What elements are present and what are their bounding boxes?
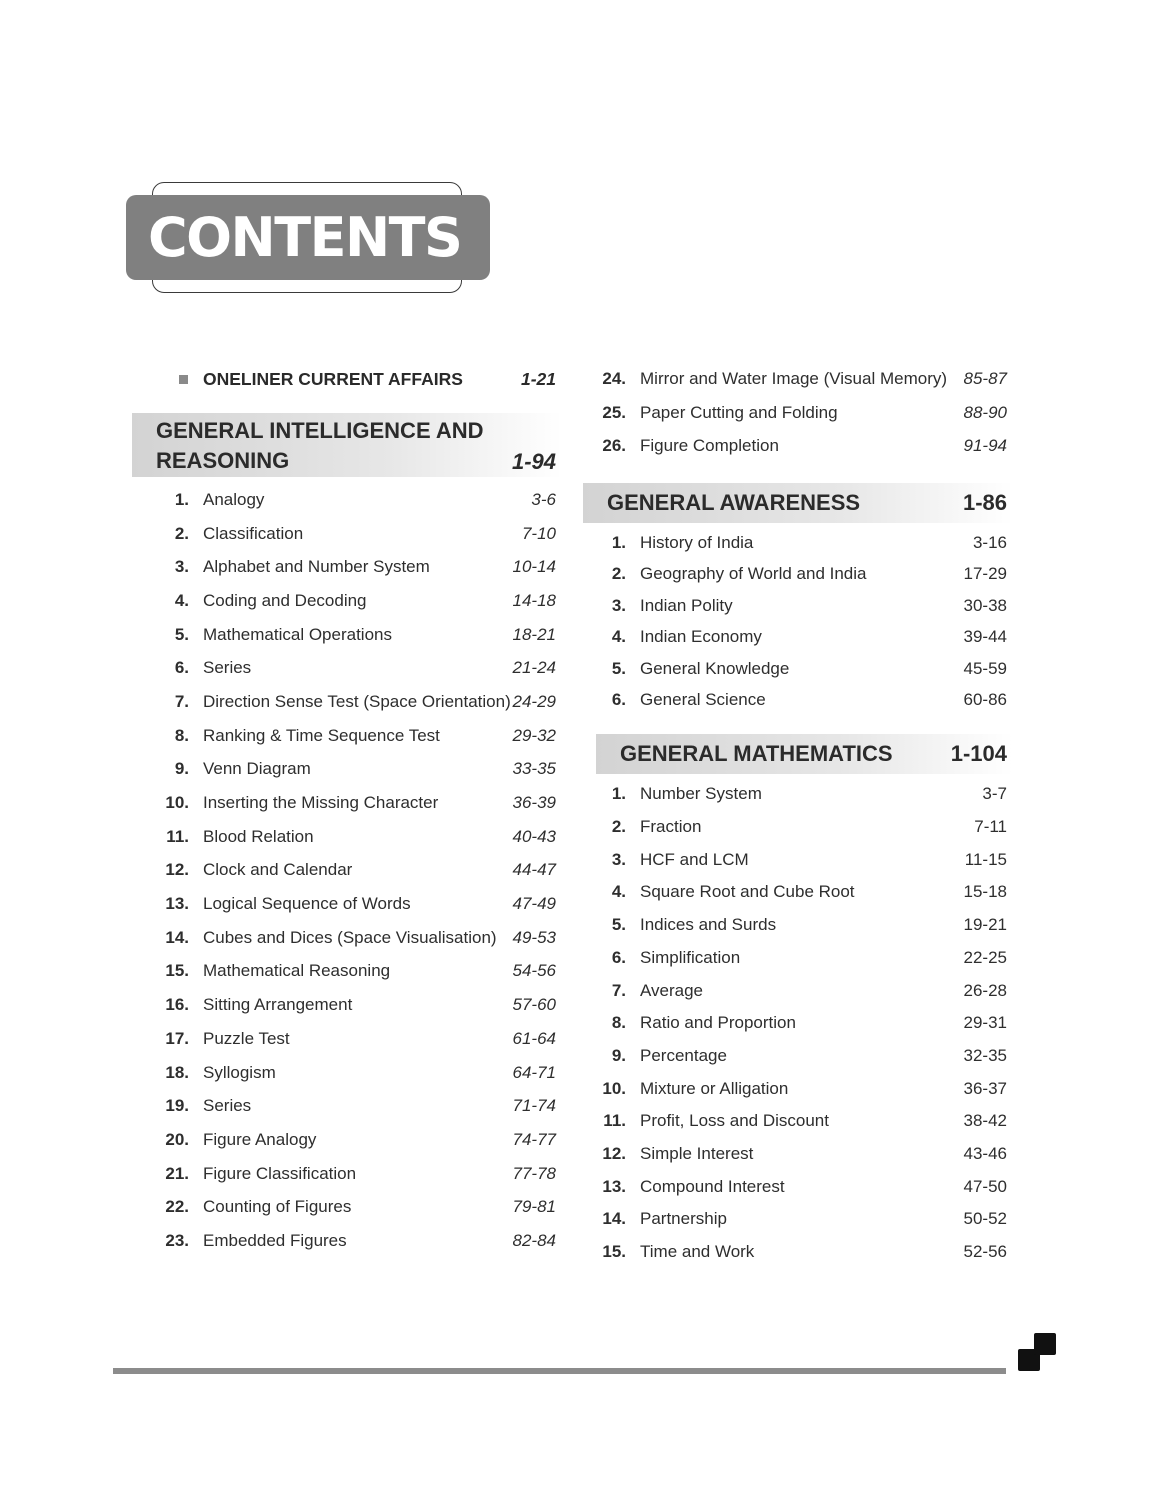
toc-item[interactable] bbox=[132, 988, 562, 1022]
toc-item-label: Series bbox=[203, 1096, 252, 1116]
section-title: GENERAL AWARENESS bbox=[607, 490, 861, 516]
toc-item-pages: 61-64 bbox=[512, 1028, 556, 1048]
toc-item[interactable] bbox=[132, 584, 562, 618]
toc-item[interactable] bbox=[583, 396, 1013, 430]
toc-item-num: 13. bbox=[602, 1176, 626, 1196]
toc-item[interactable] bbox=[583, 1105, 1013, 1138]
toc-item-num: 14. bbox=[165, 927, 189, 947]
toc-item-label: Logical Sequence of Words bbox=[203, 894, 411, 914]
toc-item[interactable] bbox=[583, 685, 1013, 717]
toc-item-num: 23. bbox=[165, 1230, 189, 1250]
toc-item-pages: 91-94 bbox=[963, 436, 1007, 456]
toc-item[interactable] bbox=[132, 1190, 562, 1224]
toc-item-pages: 21-24 bbox=[512, 658, 556, 678]
footer-rule bbox=[113, 1368, 1006, 1374]
toc-item-label: Square Root and Cube Root bbox=[640, 882, 855, 902]
toc-item-label: Blood Relation bbox=[203, 826, 314, 846]
right-column bbox=[583, 362, 1013, 1268]
toc-item-pages: 64-71 bbox=[512, 1062, 556, 1082]
toc-item-label: Time and Work bbox=[640, 1242, 755, 1262]
gir-list bbox=[132, 483, 562, 1258]
toc-item[interactable] bbox=[583, 1072, 1013, 1105]
toc-item-label: Mathematical Operations bbox=[203, 624, 392, 644]
toc-item-num: 21. bbox=[165, 1163, 189, 1183]
toc-item-num: 1. bbox=[611, 784, 626, 804]
toc-item[interactable] bbox=[583, 843, 1013, 876]
toc-item-pages: 44-47 bbox=[512, 860, 556, 880]
toc-item-pages: 17-29 bbox=[963, 564, 1007, 584]
toc-item-num: 14. bbox=[602, 1209, 626, 1229]
toc-item-pages: 3-7 bbox=[982, 784, 1007, 804]
toc-item[interactable] bbox=[583, 527, 1013, 559]
toc-item-pages: 88-90 bbox=[963, 402, 1007, 422]
toc-item-pages: 32-35 bbox=[963, 1045, 1007, 1065]
gir-continued-list bbox=[583, 362, 1013, 463]
toc-item[interactable] bbox=[132, 1022, 562, 1056]
toc-item-label: Embedded Figures bbox=[203, 1230, 347, 1250]
toc-item-num: 8. bbox=[611, 1013, 626, 1033]
toc-item-label: Simple Interest bbox=[640, 1143, 754, 1163]
toc-item-label: Fraction bbox=[640, 817, 702, 837]
toc-item-num: 13. bbox=[165, 894, 189, 914]
page-title: CONTENTS bbox=[148, 205, 462, 269]
toc-item-label: Geography of World and India bbox=[640, 564, 867, 584]
toc-item-num: 10. bbox=[165, 793, 189, 813]
toc-item[interactable] bbox=[583, 778, 1013, 811]
square-bullet-icon bbox=[179, 375, 188, 384]
toc-item[interactable] bbox=[132, 550, 562, 584]
toc-item-label: Clock and Calendar bbox=[203, 860, 353, 880]
toc-item-num: 1. bbox=[174, 489, 189, 509]
toc-item[interactable] bbox=[583, 942, 1013, 975]
toc-item[interactable] bbox=[583, 653, 1013, 685]
toc-item-num: 12. bbox=[602, 1143, 626, 1163]
toc-item-pages: 3-16 bbox=[972, 532, 1007, 552]
toc-item[interactable] bbox=[132, 854, 562, 888]
toc-item-pages: 49-53 bbox=[512, 927, 556, 947]
toc-item-num: 6. bbox=[611, 690, 626, 710]
toc-item[interactable] bbox=[583, 362, 1013, 396]
toc-item-num: 3. bbox=[611, 595, 626, 615]
toc-item-label: Counting of Figures bbox=[203, 1197, 352, 1217]
toc-item-pages: 50-52 bbox=[963, 1209, 1007, 1229]
toc-item-label: Classification bbox=[203, 523, 304, 543]
toc-item-pages: 39-44 bbox=[963, 627, 1007, 647]
toc-item-label: Figure Completion bbox=[640, 436, 779, 456]
toc-item[interactable] bbox=[132, 753, 562, 787]
toc-item[interactable] bbox=[583, 429, 1013, 463]
toc-item-num: 8. bbox=[174, 725, 189, 745]
toc-item-label: Mixture or Alligation bbox=[640, 1078, 789, 1098]
toc-item-label: Simplification bbox=[640, 947, 741, 967]
left-column bbox=[132, 362, 562, 1258]
toc-item-pages: 7-11 bbox=[974, 817, 1007, 837]
toc-item[interactable] bbox=[132, 1123, 562, 1157]
toc-item[interactable] bbox=[583, 622, 1013, 654]
toc-item[interactable] bbox=[132, 483, 562, 517]
toc-item-pages: 54-56 bbox=[512, 961, 556, 981]
toc-item-pages: 74-77 bbox=[512, 1129, 556, 1149]
toc-item[interactable] bbox=[132, 517, 562, 551]
toc-item[interactable] bbox=[132, 1157, 562, 1191]
toc-item-label: Profit, Loss and Discount bbox=[640, 1111, 829, 1131]
toc-item-num: 2. bbox=[611, 564, 626, 584]
section-pages: 1-86 bbox=[962, 490, 1007, 516]
toc-item-pages: 18-21 bbox=[512, 624, 556, 644]
toc-item-label: History of India bbox=[640, 532, 754, 552]
toc-item-pages: 40-43 bbox=[512, 826, 556, 846]
toc-item[interactable] bbox=[583, 811, 1013, 844]
toc-item-pages: 11-15 bbox=[964, 849, 1007, 869]
corner-squares-icon bbox=[1018, 1333, 1058, 1373]
toc-item-label: General Science bbox=[640, 690, 766, 710]
toc-item-pages: 79-81 bbox=[512, 1197, 556, 1217]
toc-item[interactable] bbox=[132, 618, 562, 652]
toc-item-label: General Knowledge bbox=[640, 658, 790, 678]
toc-item-num: 2. bbox=[174, 523, 189, 543]
toc-item-pages: 38-42 bbox=[963, 1111, 1007, 1131]
toc-item-num: 15. bbox=[602, 1242, 626, 1262]
toc-item-num: 6. bbox=[611, 947, 626, 967]
toc-item[interactable] bbox=[132, 820, 562, 854]
toc-item-pages: 36-37 bbox=[963, 1078, 1007, 1098]
toc-item-num: 4. bbox=[174, 590, 189, 610]
toc-item-pages: 26-28 bbox=[963, 980, 1007, 1000]
oneliner-pages: 1-21 bbox=[520, 368, 556, 389]
toc-item-label: Figure Classification bbox=[203, 1163, 357, 1183]
toc-item-num: 19. bbox=[165, 1096, 189, 1116]
toc-item-num: 22. bbox=[165, 1197, 189, 1217]
toc-item-num: 16. bbox=[165, 995, 189, 1015]
toc-item-num: 24. bbox=[602, 368, 626, 388]
toc-item-num: 17. bbox=[165, 1028, 189, 1048]
toc-item-label: Syllogism bbox=[203, 1062, 276, 1082]
toc-item-pages: 22-25 bbox=[963, 947, 1007, 967]
toc-item-pages: 36-39 bbox=[512, 793, 556, 813]
toc-item-pages: 77-78 bbox=[512, 1163, 556, 1183]
toc-item[interactable] bbox=[132, 1089, 562, 1123]
toc-item-label: Inserting the Missing Character bbox=[203, 793, 439, 813]
toc-item[interactable] bbox=[583, 909, 1013, 942]
toc-item-pages: 47-50 bbox=[963, 1176, 1007, 1196]
toc-item-label: Direction Sense Test (Space Orientation) bbox=[203, 691, 511, 711]
toc-item-pages: 43-46 bbox=[963, 1143, 1007, 1163]
toc-item-pages: 52-56 bbox=[963, 1242, 1007, 1262]
toc-item-label: Partnership bbox=[640, 1209, 727, 1229]
toc-item-label: Alphabet and Number System bbox=[203, 557, 430, 577]
toc-item-pages: 85-87 bbox=[963, 368, 1007, 388]
toc-item-num: 20. bbox=[165, 1129, 189, 1149]
toc-item-num: 18. bbox=[165, 1062, 189, 1082]
toc-item-label: Cubes and Dices (Space Visualisation) bbox=[203, 927, 497, 947]
toc-item-label: Analogy bbox=[203, 489, 265, 509]
toc-item[interactable] bbox=[583, 559, 1013, 591]
toc-item-num: 6. bbox=[174, 658, 189, 678]
toc-item[interactable] bbox=[583, 1236, 1013, 1269]
toc-item[interactable] bbox=[132, 719, 562, 753]
toc-item-pages: 47-49 bbox=[512, 894, 556, 914]
toc-item[interactable] bbox=[132, 786, 562, 820]
toc-item-num: 5. bbox=[174, 624, 189, 644]
toc-item-pages: 29-32 bbox=[512, 725, 556, 745]
section-pages: 1-104 bbox=[950, 741, 1007, 767]
toc-item[interactable] bbox=[583, 1040, 1013, 1073]
toc-item-num: 4. bbox=[611, 627, 626, 647]
toc-item-label: Ratio and Proportion bbox=[640, 1013, 796, 1033]
toc-item-pages: 29-31 bbox=[963, 1013, 1007, 1033]
toc-item-pages: 15-18 bbox=[963, 882, 1007, 902]
toc-item-pages: 24-29 bbox=[512, 691, 556, 711]
toc-item-num: 5. bbox=[611, 915, 626, 935]
toc-item[interactable] bbox=[583, 974, 1013, 1007]
toc-item-label: Compound Interest bbox=[640, 1176, 785, 1196]
section-header-gir[interactable] bbox=[132, 413, 562, 477]
toc-item[interactable] bbox=[583, 1170, 1013, 1203]
toc-item-label: Indian Economy bbox=[640, 627, 762, 647]
toc-item-label: Paper Cutting and Folding bbox=[640, 402, 838, 422]
toc-item[interactable] bbox=[132, 921, 562, 955]
toc-item-label: Figure Analogy bbox=[203, 1129, 317, 1149]
toc-item[interactable] bbox=[583, 1203, 1013, 1236]
toc-item-pages: 10-14 bbox=[512, 557, 556, 577]
toc-item-pages: 60-86 bbox=[963, 690, 1007, 710]
toc-item-num: 9. bbox=[611, 1045, 626, 1065]
toc-item[interactable] bbox=[583, 590, 1013, 622]
toc-item-num: 25. bbox=[602, 402, 626, 422]
toc-item-num: 7. bbox=[611, 980, 626, 1000]
toc-item[interactable] bbox=[132, 1224, 562, 1258]
toc-item[interactable] bbox=[132, 955, 562, 989]
ga-list bbox=[583, 527, 1013, 716]
toc-item-pages: 45-59 bbox=[963, 658, 1007, 678]
oneliner-entry[interactable] bbox=[132, 362, 562, 396]
toc-item-pages: 30-38 bbox=[963, 595, 1007, 615]
section-title: GENERAL MATHEMATICS bbox=[620, 741, 893, 767]
toc-item[interactable] bbox=[132, 1056, 562, 1090]
toc-item-label: Average bbox=[640, 980, 704, 1000]
toc-item-num: 7. bbox=[174, 691, 189, 711]
section-header-ga[interactable] bbox=[583, 483, 1013, 523]
toc-item[interactable] bbox=[132, 685, 562, 719]
toc-item-num: 3. bbox=[174, 557, 189, 577]
section-pages: 1-94 bbox=[511, 449, 556, 474]
section-title: GENERAL INTELLIGENCE AND REASONING bbox=[156, 418, 484, 473]
toc-item-num: 10. bbox=[602, 1078, 626, 1098]
oneliner-label: ONELINER CURRENT AFFAIRS bbox=[203, 368, 463, 389]
toc-item-num: 5. bbox=[611, 658, 626, 678]
toc-item-pages: 33-35 bbox=[512, 759, 556, 779]
toc-item[interactable] bbox=[132, 651, 562, 685]
toc-item-label: Series bbox=[203, 658, 252, 678]
toc-item-num: 15. bbox=[165, 961, 189, 981]
toc-item-label: Venn Diagram bbox=[203, 759, 311, 779]
toc-item-label: Puzzle Test bbox=[203, 1028, 290, 1048]
toc-item-label: Percentage bbox=[640, 1045, 727, 1065]
toc-item-label: Mathematical Reasoning bbox=[203, 961, 391, 981]
toc-item-pages: 57-60 bbox=[512, 995, 556, 1015]
toc-item-num: 2. bbox=[611, 817, 626, 837]
toc-item[interactable] bbox=[583, 1138, 1013, 1171]
toc-item-label: Number System bbox=[640, 784, 762, 804]
toc-item-num: 4. bbox=[611, 882, 626, 902]
toc-item-num: 26. bbox=[602, 436, 626, 456]
toc-item-pages: 7-10 bbox=[521, 523, 556, 543]
toc-item-label: Mirror and Water Image (Visual Memory) bbox=[640, 368, 948, 388]
toc-item-num: 11. bbox=[166, 826, 189, 846]
toc-item-num: 9. bbox=[174, 759, 189, 779]
toc-item-label: HCF and LCM bbox=[640, 849, 749, 869]
title-banner bbox=[126, 195, 490, 280]
toc-item-label: Sitting Arrangement bbox=[203, 995, 353, 1015]
toc-item-label: Coding and Decoding bbox=[203, 590, 367, 610]
toc-item-pages: 14-18 bbox=[512, 590, 556, 610]
toc-item-label: Indian Polity bbox=[640, 595, 733, 615]
toc-item-num: 11. bbox=[603, 1111, 626, 1131]
gm-list bbox=[583, 778, 1013, 1268]
toc-item[interactable] bbox=[583, 876, 1013, 909]
toc-item[interactable] bbox=[132, 887, 562, 921]
toc-item-pages: 3-6 bbox=[531, 489, 556, 509]
toc-item-pages: 82-84 bbox=[512, 1230, 556, 1250]
toc-item-label: Ranking & Time Sequence Test bbox=[203, 725, 440, 745]
toc-item-num: 12. bbox=[165, 860, 189, 880]
toc-item-pages: 71-74 bbox=[512, 1096, 556, 1116]
toc-item-label: Indices and Surds bbox=[640, 915, 777, 935]
toc-item-num: 3. bbox=[611, 849, 626, 869]
toc-item-num: 1. bbox=[611, 532, 626, 552]
section-header-gm[interactable] bbox=[596, 734, 1013, 774]
toc-item[interactable] bbox=[583, 1007, 1013, 1040]
toc-item-pages: 19-21 bbox=[963, 915, 1007, 935]
